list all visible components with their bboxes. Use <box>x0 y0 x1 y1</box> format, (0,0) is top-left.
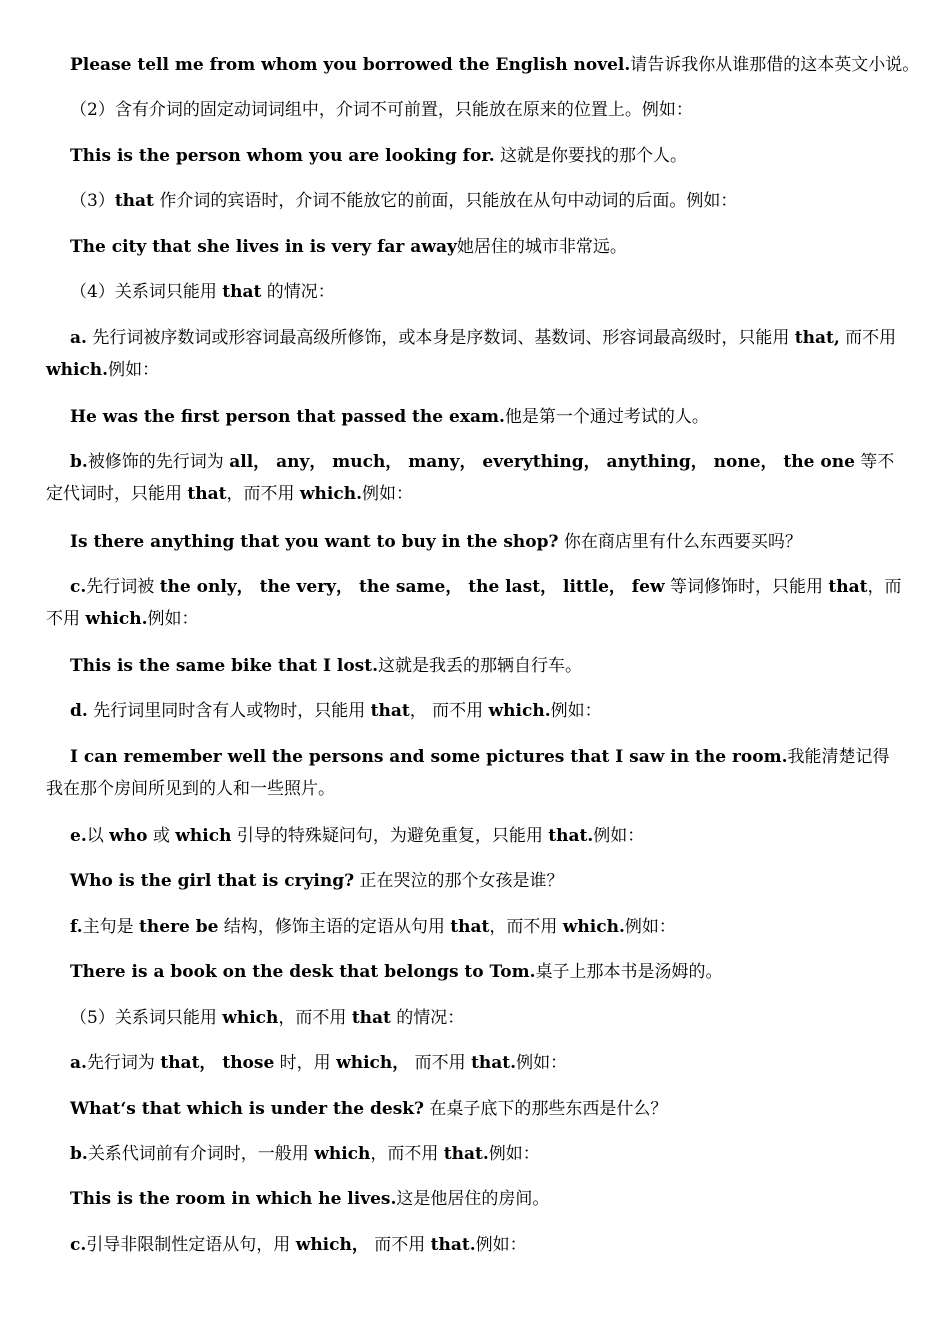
english-text: that <box>222 282 262 302</box>
english-text: that <box>351 1008 391 1028</box>
english-text: c. <box>70 577 87 597</box>
example-sentence <box>46 49 920 81</box>
rule-item-f <box>46 911 906 943</box>
english-text: that. <box>443 1144 489 1164</box>
rule-item-b <box>46 446 906 510</box>
english-text: e. <box>70 826 87 846</box>
english-text: a. <box>70 328 87 348</box>
example-sentence <box>46 865 906 897</box>
english-text: a. <box>70 1053 87 1073</box>
english-text: b. <box>70 452 88 472</box>
rule-item-c <box>46 571 906 635</box>
chinese-text: 或 <box>147 826 176 846</box>
english-text: which. <box>46 360 109 380</box>
rule-item-a <box>46 322 906 386</box>
english-text: that， those <box>160 1053 275 1073</box>
english-text: I can remember well the persons and some pictures that I saw in the room. <box>70 747 788 767</box>
rule-heading-4 <box>46 276 906 308</box>
chinese-text: 先行词被序数词或形容词最高级所修饰，或本身是序数词、基数词、形容词最高级时，只能用 <box>86 328 795 348</box>
english-text: who <box>109 826 148 846</box>
chinese-text: 等词修饰时，只能用 <box>664 577 829 597</box>
rule-item-c <box>46 1229 906 1261</box>
english-text: the only， the very， the same， the last， little， few <box>159 577 665 597</box>
english-text: that. <box>548 826 594 846</box>
chinese-text: 例如： <box>108 360 160 380</box>
english-text: which， <box>336 1053 410 1073</box>
english-text: which <box>175 826 232 846</box>
chinese-text: ，而不用 <box>46 577 902 629</box>
english-text: that <box>450 917 490 937</box>
chinese-text: 而不用 <box>368 1235 431 1255</box>
chinese-text: 你在商店里有什么东西要买吗？ <box>558 532 802 552</box>
example-sentence <box>46 1183 906 1215</box>
chinese-text: 的情况： <box>261 282 335 302</box>
english-text: that. <box>471 1053 517 1073</box>
chinese-text: 我能清楚记得我在那个房间所见到的人和一些照片。 <box>46 747 890 799</box>
example-sentence <box>46 956 906 988</box>
english-text: b. <box>70 1144 88 1164</box>
english-text: which. <box>85 609 148 629</box>
example-sentence <box>46 401 906 433</box>
chinese-text: 先行词被 <box>86 577 160 597</box>
english-text: c. <box>70 1235 87 1255</box>
chinese-text: 他是第一个通过考试的人。 <box>504 407 709 427</box>
chinese-text: 正在哭泣的那个女孩是谁？ <box>354 871 564 891</box>
english-text: Who is the girl that is crying? <box>70 871 355 891</box>
chinese-text: ，而不用 <box>278 1008 352 1028</box>
rule-item-a <box>46 1047 906 1079</box>
english-text: there be <box>139 917 219 937</box>
english-text: which. <box>299 484 362 504</box>
rule-item-e <box>46 820 906 852</box>
english-text: What‘s that which is under the desk? <box>70 1099 425 1119</box>
english-text: This is the room in which he lives. <box>70 1189 397 1209</box>
chinese-text: 例如： <box>516 1053 568 1073</box>
example-sentence <box>46 526 906 558</box>
chinese-text: 被修饰的先行词为 <box>87 452 230 472</box>
english-text: There is a book on the desk that belongs to Tom. <box>70 962 536 982</box>
chinese-text: 先行词里同时含有人或物时，只能用 <box>87 701 371 721</box>
rule-heading-2 <box>46 94 906 126</box>
chinese-text: 关系代词前有介词时，一般用 <box>87 1144 315 1164</box>
chinese-text: 这就是我丢的那辆自行车。 <box>378 656 583 676</box>
example-sentence <box>46 1093 906 1125</box>
chinese-text: 结构，修饰主语的定语从句用 <box>218 917 451 937</box>
chinese-text: 主句是 <box>82 917 140 937</box>
english-text: that <box>828 577 868 597</box>
english-text: which. <box>488 701 551 721</box>
english-text: This is the same bike that I lost. <box>70 656 379 676</box>
rule-item-d <box>46 695 906 727</box>
example-sentence <box>46 741 906 805</box>
english-text: The city that she lives in is very far away <box>70 237 457 257</box>
chinese-text: 例如： <box>550 701 602 721</box>
english-text: He was the first person that passed the exam. <box>70 407 505 427</box>
english-text: that, <box>794 328 840 348</box>
example-sentence <box>46 650 906 682</box>
rule-heading-5 <box>46 1002 906 1034</box>
chinese-text: 例如： <box>593 826 645 846</box>
chinese-text: 桌子上那本书是汤姆的。 <box>535 962 723 982</box>
chinese-text: （5）关系词只能用 <box>70 1008 223 1028</box>
chinese-text: 作介词的宾语时，介词不能放它的前面，只能放在从句中动词的后面。例如： <box>153 191 738 211</box>
chinese-text: 而不用 <box>839 328 897 348</box>
rule-heading-3 <box>46 185 906 217</box>
english-text: that <box>187 484 227 504</box>
english-text: that <box>114 191 154 211</box>
chinese-text: ，而不用 <box>489 917 563 937</box>
chinese-text: （2）含有介词的固定动词词组中，介词不可前置，只能放在原来的位置上。例如： <box>70 100 693 120</box>
chinese-text: 以 <box>86 826 110 846</box>
chinese-text: ， 而不用 <box>409 701 489 721</box>
chinese-text: 例如： <box>147 609 199 629</box>
chinese-text: 在桌子底下的那些东西是什么？ <box>424 1099 668 1119</box>
chinese-text: 这就是你要找的那个人。 <box>494 146 688 166</box>
chinese-text: 这是他居住的房间。 <box>396 1189 550 1209</box>
chinese-text: ，而不用 <box>226 484 300 504</box>
english-text: which， <box>295 1235 369 1255</box>
english-text: f. <box>70 917 83 937</box>
chinese-text: 引导的特殊疑问句，为避免重复，只能用 <box>231 826 549 846</box>
english-text: Is there anything that you want to buy in the shop? <box>70 532 559 552</box>
english-text: which <box>222 1008 279 1028</box>
english-text: that <box>370 701 410 721</box>
chinese-text: 请告诉我你从谁那借的这本英文小说。 <box>630 55 920 75</box>
chinese-text: 例如： <box>624 917 676 937</box>
english-text: This is the person whom you are looking for. <box>70 146 495 166</box>
english-text: Please tell me from whom you borrowed the English novel. <box>70 55 631 75</box>
chinese-text: 例如： <box>362 484 413 504</box>
chinese-text: 引导非限制性定语从句，用 <box>86 1235 296 1255</box>
chinese-text: 她居住的城市非常远。 <box>456 237 627 257</box>
chinese-text: 而不用 <box>409 1053 472 1073</box>
chinese-text: 先行词为 <box>86 1053 161 1073</box>
chinese-text: 时，用 <box>274 1053 337 1073</box>
english-text: all， any， much， many， everything， anything， none， the one <box>229 452 855 472</box>
english-text: which <box>314 1144 371 1164</box>
chinese-text: 的情况： <box>390 1008 465 1028</box>
english-text: which. <box>562 917 625 937</box>
english-text: that. <box>430 1235 476 1255</box>
rule-item-b <box>46 1138 906 1170</box>
chinese-text: 例如： <box>488 1144 540 1164</box>
example-sentence <box>46 231 906 263</box>
english-text: d. <box>70 701 88 721</box>
chinese-text: 例如： <box>475 1235 527 1255</box>
example-sentence <box>46 140 906 172</box>
chinese-text: （3） <box>70 191 115 211</box>
chinese-text: 等不定代词时，只能用 <box>46 452 895 504</box>
chinese-text: ，而不用 <box>370 1144 444 1164</box>
chinese-text: （4）关系词只能用 <box>70 282 223 302</box>
